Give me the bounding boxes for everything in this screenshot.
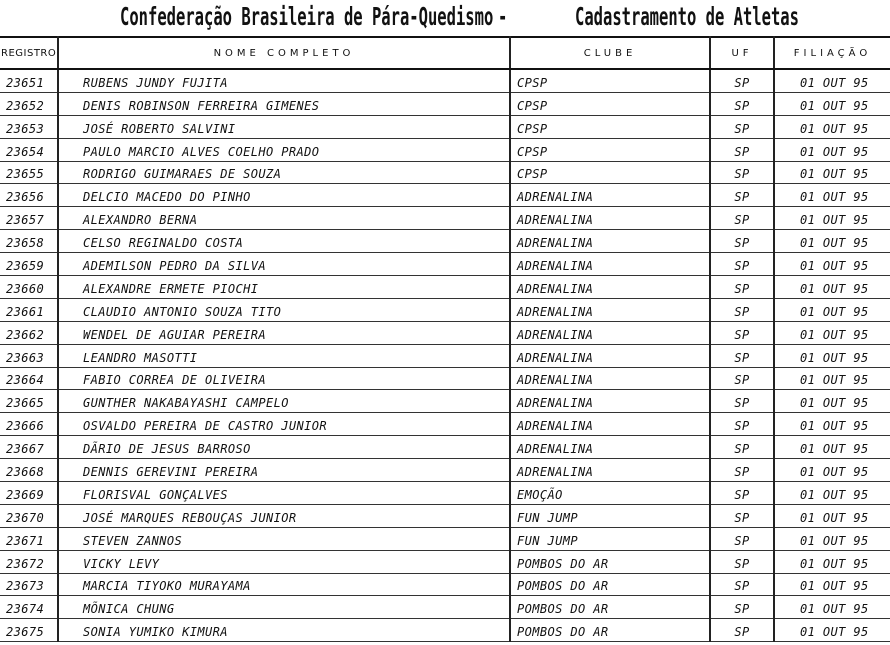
cell-uf <box>710 184 774 207</box>
cell-nome-text: CLAUDIO ANTONIO SOUZA TITO <box>83 304 282 319</box>
cell-nome <box>58 161 510 184</box>
cell-filiacao <box>774 436 890 459</box>
column-header-nome: NOME COMPLETO <box>58 37 510 69</box>
cell-clube-text: ADRENALINA <box>517 213 594 228</box>
cell-nome-text: FLORISVAL GONÇALVES <box>83 487 228 502</box>
cell-uf <box>710 504 774 527</box>
cell-clube-text: CPSP <box>517 121 548 136</box>
cell-uf-text: SP <box>734 465 750 480</box>
cell-uf <box>710 321 774 344</box>
cell-nome-text: ADEMILSON PEDRO DA SILVA <box>83 259 266 274</box>
cell-uf-text: SP <box>734 281 750 296</box>
cell-nome-text: DENIS ROBINSON FERREIRA GIMENES <box>83 98 320 113</box>
cell-uf <box>710 253 774 276</box>
cell-uf <box>710 596 774 619</box>
table-row <box>0 321 890 344</box>
cell-nome-text: SONIA YUMIKO KIMURA <box>83 625 228 640</box>
cell-registro-text: 23674 <box>6 602 45 617</box>
cell-registro-text: 23673 <box>6 579 45 594</box>
cell-clube-text: POMBOS DO AR <box>517 579 609 594</box>
cell-registro-text: 23657 <box>6 213 45 228</box>
cell-registro-text: 23675 <box>6 625 45 640</box>
cell-registro <box>0 573 58 596</box>
table-row <box>0 207 890 230</box>
cell-clube-text: ADRENALINA <box>517 281 594 296</box>
cell-filiacao <box>774 298 890 321</box>
table-header-row <box>0 37 890 69</box>
cell-nome <box>58 207 510 230</box>
cell-uf-text: SP <box>734 75 750 90</box>
cell-nome <box>58 459 510 482</box>
cell-filiacao <box>774 115 890 138</box>
cell-registro <box>0 253 58 276</box>
cell-clube-text: POMBOS DO AR <box>517 556 609 571</box>
cell-filiacao <box>774 230 890 253</box>
cell-nome <box>58 482 510 505</box>
cell-filiacao <box>774 276 890 299</box>
cell-clube <box>510 230 710 253</box>
cell-filiacao-text: 01 OUT 95 <box>800 350 869 365</box>
cell-clube <box>510 92 710 115</box>
cell-clube <box>510 298 710 321</box>
cell-registro <box>0 161 58 184</box>
cell-clube <box>510 504 710 527</box>
table-row <box>0 253 890 276</box>
cell-clube-text: ADRENALINA <box>517 236 594 251</box>
cell-registro <box>0 459 58 482</box>
cell-registro-text: 23655 <box>6 167 45 182</box>
cell-clube-text: ADRENALINA <box>517 419 594 434</box>
cell-uf-text: SP <box>734 98 750 113</box>
cell-registro-text: 23660 <box>6 281 45 296</box>
table-row <box>0 298 890 321</box>
column-header-registro: REGISTRO <box>0 37 58 69</box>
cell-filiacao-text: 01 OUT 95 <box>800 419 869 434</box>
cell-nome <box>58 184 510 207</box>
cell-filiacao-text: 01 OUT 95 <box>800 167 869 182</box>
cell-uf <box>710 367 774 390</box>
cell-uf-text: SP <box>734 259 750 274</box>
cell-registro-text: 23664 <box>6 373 45 388</box>
cell-uf-text: SP <box>734 419 750 434</box>
cell-uf-text: SP <box>734 167 750 182</box>
cell-clube <box>510 482 710 505</box>
cell-nome <box>58 344 510 367</box>
cell-nome <box>58 253 510 276</box>
cell-clube <box>510 69 710 92</box>
cell-uf-text: SP <box>734 442 750 457</box>
cell-registro <box>0 276 58 299</box>
cell-registro-text: 23669 <box>6 487 45 502</box>
cell-clube-text: ADRENALINA <box>517 327 594 342</box>
cell-uf-text: SP <box>734 602 750 617</box>
cell-registro <box>0 390 58 413</box>
column-header-clube: CLUBE <box>510 37 710 69</box>
cell-uf <box>710 138 774 161</box>
cell-filiacao-text: 01 OUT 95 <box>800 236 869 251</box>
cell-uf <box>710 344 774 367</box>
cell-uf <box>710 298 774 321</box>
cell-registro <box>0 344 58 367</box>
cell-registro-text: 23671 <box>6 533 45 548</box>
cell-uf <box>710 390 774 413</box>
cell-uf <box>710 207 774 230</box>
cell-nome-text: MÕNICA CHUNG <box>83 602 175 617</box>
table-row <box>0 138 890 161</box>
cell-clube <box>510 596 710 619</box>
cell-registro-text: 23667 <box>6 442 45 457</box>
cell-clube <box>510 161 710 184</box>
cell-registro <box>0 527 58 550</box>
cell-nome-text: RUBENS JUNDY FUJITA <box>83 75 228 90</box>
cell-filiacao <box>774 619 890 642</box>
table-row <box>0 504 890 527</box>
cell-nome <box>58 298 510 321</box>
cell-clube <box>510 367 710 390</box>
cell-clube <box>510 527 710 550</box>
cell-filiacao <box>774 207 890 230</box>
cell-registro-text: 23662 <box>6 327 45 342</box>
cell-clube-text: ADRENALINA <box>517 190 594 205</box>
cell-uf-text: SP <box>734 533 750 548</box>
cell-clube-text: EMOÇÃO <box>517 487 563 502</box>
cell-nome <box>58 550 510 573</box>
cell-uf-text: SP <box>734 304 750 319</box>
cell-uf <box>710 161 774 184</box>
cell-registro <box>0 504 58 527</box>
cell-clube <box>510 413 710 436</box>
cell-filiacao-text: 01 OUT 95 <box>800 579 869 594</box>
cell-filiacao <box>774 482 890 505</box>
cell-uf-text: SP <box>734 510 750 525</box>
cell-clube-text: ADRENALINA <box>517 259 594 274</box>
cell-uf <box>710 69 774 92</box>
cell-filiacao-text: 01 OUT 95 <box>800 373 869 388</box>
cell-filiacao <box>774 390 890 413</box>
cell-registro-text: 23651 <box>6 75 45 90</box>
cell-registro <box>0 596 58 619</box>
table-row <box>0 161 890 184</box>
cell-clube-text: ADRENALINA <box>517 304 594 319</box>
cell-filiacao <box>774 138 890 161</box>
table-row <box>0 230 890 253</box>
cell-filiacao-text: 01 OUT 95 <box>800 190 869 205</box>
title-organization: Confederação Brasileira de Pára-Quedismo <box>120 2 494 31</box>
cell-nome-text: MARCIA TIYOKO MURAYAMA <box>83 579 251 594</box>
cell-uf <box>710 230 774 253</box>
table-row <box>0 482 890 505</box>
cell-uf-text: SP <box>734 144 750 159</box>
cell-uf-text: SP <box>734 121 750 136</box>
athletes-table <box>0 36 890 642</box>
cell-uf-text: SP <box>734 625 750 640</box>
cell-uf <box>710 92 774 115</box>
cell-nome-text: ALEXANDRO BERNA <box>83 213 198 228</box>
table-row <box>0 527 890 550</box>
cell-nome <box>58 527 510 550</box>
cell-filiacao-text: 01 OUT 95 <box>800 487 869 502</box>
cell-nome <box>58 619 510 642</box>
cell-filiacao <box>774 253 890 276</box>
cell-clube <box>510 573 710 596</box>
cell-nome-text: RODRIGO GUIMARAES DE SOUZA <box>83 167 282 182</box>
cell-uf <box>710 436 774 459</box>
cell-filiacao <box>774 92 890 115</box>
cell-uf-text: SP <box>734 373 750 388</box>
cell-registro-text: 23668 <box>6 465 45 480</box>
cell-clube <box>510 550 710 573</box>
table-row <box>0 276 890 299</box>
cell-nome <box>58 230 510 253</box>
cell-nome <box>58 367 510 390</box>
cell-filiacao-text: 01 OUT 95 <box>800 396 869 411</box>
cell-nome <box>58 92 510 115</box>
column-header-filiacao: FILIAÇÃO <box>774 37 890 69</box>
table-row <box>0 573 890 596</box>
cell-filiacao-text: 01 OUT 95 <box>800 121 869 136</box>
cell-uf <box>710 619 774 642</box>
cell-clube <box>510 321 710 344</box>
cell-nome-text: VICKY LEVY <box>83 556 160 571</box>
column-header-uf: UF <box>710 37 774 69</box>
title-section: Cadastramento de Atletas <box>575 2 799 31</box>
table-row <box>0 367 890 390</box>
cell-filiacao-text: 01 OUT 95 <box>800 144 869 159</box>
table-row <box>0 69 890 92</box>
cell-clube-text: FUN JUMP <box>517 510 578 525</box>
cell-nome-text: LEANDRO MASOTTI <box>83 350 198 365</box>
cell-uf-text: SP <box>734 556 750 571</box>
cell-uf <box>710 573 774 596</box>
cell-filiacao-text: 01 OUT 95 <box>800 533 869 548</box>
cell-nome-text: OSVALDO PEREIRA DE CASTRO JUNIOR <box>83 419 327 434</box>
cell-filiacao-text: 01 OUT 95 <box>800 465 869 480</box>
cell-uf-text: SP <box>734 487 750 502</box>
cell-clube-text: POMBOS DO AR <box>517 602 609 617</box>
cell-clube <box>510 619 710 642</box>
cell-clube-text: ADRENALINA <box>517 465 594 480</box>
cell-nome <box>58 573 510 596</box>
cell-nome <box>58 138 510 161</box>
cell-registro <box>0 321 58 344</box>
cell-clube <box>510 184 710 207</box>
cell-filiacao-text: 01 OUT 95 <box>800 510 869 525</box>
table-row <box>0 92 890 115</box>
table-row <box>0 619 890 642</box>
table-row <box>0 436 890 459</box>
cell-nome <box>58 596 510 619</box>
cell-uf <box>710 276 774 299</box>
cell-registro-text: 23652 <box>6 98 45 113</box>
cell-nome <box>58 436 510 459</box>
cell-filiacao <box>774 321 890 344</box>
cell-registro <box>0 184 58 207</box>
cell-clube <box>510 459 710 482</box>
cell-nome <box>58 115 510 138</box>
cell-clube-text: CPSP <box>517 144 548 159</box>
cell-nome <box>58 276 510 299</box>
cell-registro <box>0 550 58 573</box>
cell-registro <box>0 207 58 230</box>
cell-registro-text: 23672 <box>6 556 45 571</box>
cell-clube <box>510 344 710 367</box>
cell-clube <box>510 390 710 413</box>
cell-filiacao <box>774 527 890 550</box>
cell-clube-text: FUN JUMP <box>517 533 578 548</box>
cell-filiacao-text: 01 OUT 95 <box>800 75 869 90</box>
table-row <box>0 413 890 436</box>
cell-filiacao-text: 01 OUT 95 <box>800 281 869 296</box>
cell-uf-text: SP <box>734 327 750 342</box>
cell-registro <box>0 138 58 161</box>
cell-uf-text: SP <box>734 236 750 251</box>
cell-filiacao-text: 01 OUT 95 <box>800 442 869 457</box>
cell-filiacao <box>774 184 890 207</box>
cell-registro-text: 23653 <box>6 121 45 136</box>
table-row <box>0 390 890 413</box>
cell-nome <box>58 390 510 413</box>
cell-filiacao-text: 01 OUT 95 <box>800 259 869 274</box>
cell-filiacao-text: 01 OUT 95 <box>800 602 869 617</box>
cell-filiacao-text: 01 OUT 95 <box>800 327 869 342</box>
cell-registro-text: 23665 <box>6 396 45 411</box>
cell-filiacao <box>774 550 890 573</box>
table-row <box>0 115 890 138</box>
cell-filiacao-text: 01 OUT 95 <box>800 304 869 319</box>
cell-nome-text: GUNTHER NAKABAYASHI CAMPELO <box>83 396 289 411</box>
cell-filiacao <box>774 69 890 92</box>
cell-nome-text: CELSO REGINALDO COSTA <box>83 236 244 251</box>
cell-nome-text: DELCIO MACEDO DO PINHO <box>83 190 251 205</box>
cell-registro-text: 23659 <box>6 259 45 274</box>
cell-filiacao-text: 01 OUT 95 <box>800 625 869 640</box>
cell-registro <box>0 298 58 321</box>
cell-registro <box>0 92 58 115</box>
cell-clube-text: ADRENALINA <box>517 373 594 388</box>
cell-clube-text: CPSP <box>517 98 548 113</box>
cell-uf-text: SP <box>734 350 750 365</box>
cell-clube <box>510 115 710 138</box>
cell-uf-text: SP <box>734 190 750 205</box>
cell-uf <box>710 550 774 573</box>
cell-clube <box>510 436 710 459</box>
cell-nome-text: FABIO CORREA DE OLIVEIRA <box>83 373 266 388</box>
cell-nome <box>58 69 510 92</box>
cell-uf-text: SP <box>734 213 750 228</box>
cell-nome <box>58 321 510 344</box>
cell-nome-text: JOSÉ MARQUES REBOUÇAS JUNIOR <box>83 510 297 525</box>
cell-registro <box>0 69 58 92</box>
cell-filiacao <box>774 367 890 390</box>
cell-nome-text: DENNIS GEREVINI PEREIRA <box>83 465 259 480</box>
table-body <box>0 69 890 642</box>
cell-filiacao-text: 01 OUT 95 <box>800 98 869 113</box>
cell-filiacao <box>774 413 890 436</box>
cell-registro-text: 23661 <box>6 304 45 319</box>
table-row <box>0 459 890 482</box>
cell-filiacao <box>774 504 890 527</box>
cell-uf <box>710 459 774 482</box>
cell-registro <box>0 619 58 642</box>
cell-registro-text: 23666 <box>6 419 45 434</box>
cell-registro-text: 23663 <box>6 350 45 365</box>
cell-filiacao <box>774 459 890 482</box>
table-row <box>0 344 890 367</box>
cell-nome-text: WENDEL DE AGUIAR PEREIRA <box>83 327 266 342</box>
cell-registro-text: 23654 <box>6 144 45 159</box>
cell-clube-text: ADRENALINA <box>517 350 594 365</box>
cell-filiacao <box>774 344 890 367</box>
cell-nome-text: ALEXANDRE ERMETE PIOCHI <box>83 281 259 296</box>
cell-registro-text: 23658 <box>6 236 45 251</box>
table-row <box>0 184 890 207</box>
cell-filiacao <box>774 596 890 619</box>
cell-uf <box>710 527 774 550</box>
cell-registro <box>0 115 58 138</box>
cell-registro <box>0 230 58 253</box>
cell-clube-text: CPSP <box>517 75 548 90</box>
cell-nome-text: DÃRIO DE JESUS BARROSO <box>83 442 251 457</box>
cell-nome-text: PAULO MARCIO ALVES COELHO PRADO <box>83 144 320 159</box>
cell-filiacao <box>774 161 890 184</box>
cell-filiacao-text: 01 OUT 95 <box>800 213 869 228</box>
table-row <box>0 596 890 619</box>
cell-registro <box>0 482 58 505</box>
cell-uf-text: SP <box>734 396 750 411</box>
cell-uf <box>710 115 774 138</box>
cell-uf-text: SP <box>734 579 750 594</box>
title-separator: - <box>498 2 508 31</box>
cell-registro-text: 23656 <box>6 190 45 205</box>
table-row <box>0 550 890 573</box>
cell-uf <box>710 482 774 505</box>
cell-nome-text: STEVEN ZANNOS <box>83 533 183 548</box>
cell-clube <box>510 207 710 230</box>
cell-clube <box>510 138 710 161</box>
cell-filiacao <box>774 573 890 596</box>
cell-clube-text: ADRENALINA <box>517 396 594 411</box>
cell-registro <box>0 436 58 459</box>
cell-clube-text: POMBOS DO AR <box>517 625 609 640</box>
cell-registro <box>0 367 58 390</box>
cell-clube-text: CPSP <box>517 167 548 182</box>
cell-nome-text: JOSÉ ROBERTO SALVINI <box>83 121 236 136</box>
cell-nome <box>58 413 510 436</box>
cell-nome <box>58 504 510 527</box>
cell-filiacao-text: 01 OUT 95 <box>800 556 869 571</box>
cell-registro <box>0 413 58 436</box>
cell-clube <box>510 253 710 276</box>
cell-registro-text: 23670 <box>6 510 45 525</box>
cell-clube <box>510 276 710 299</box>
cell-uf <box>710 413 774 436</box>
page-title <box>0 2 890 34</box>
cell-clube-text: ADRENALINA <box>517 442 594 457</box>
